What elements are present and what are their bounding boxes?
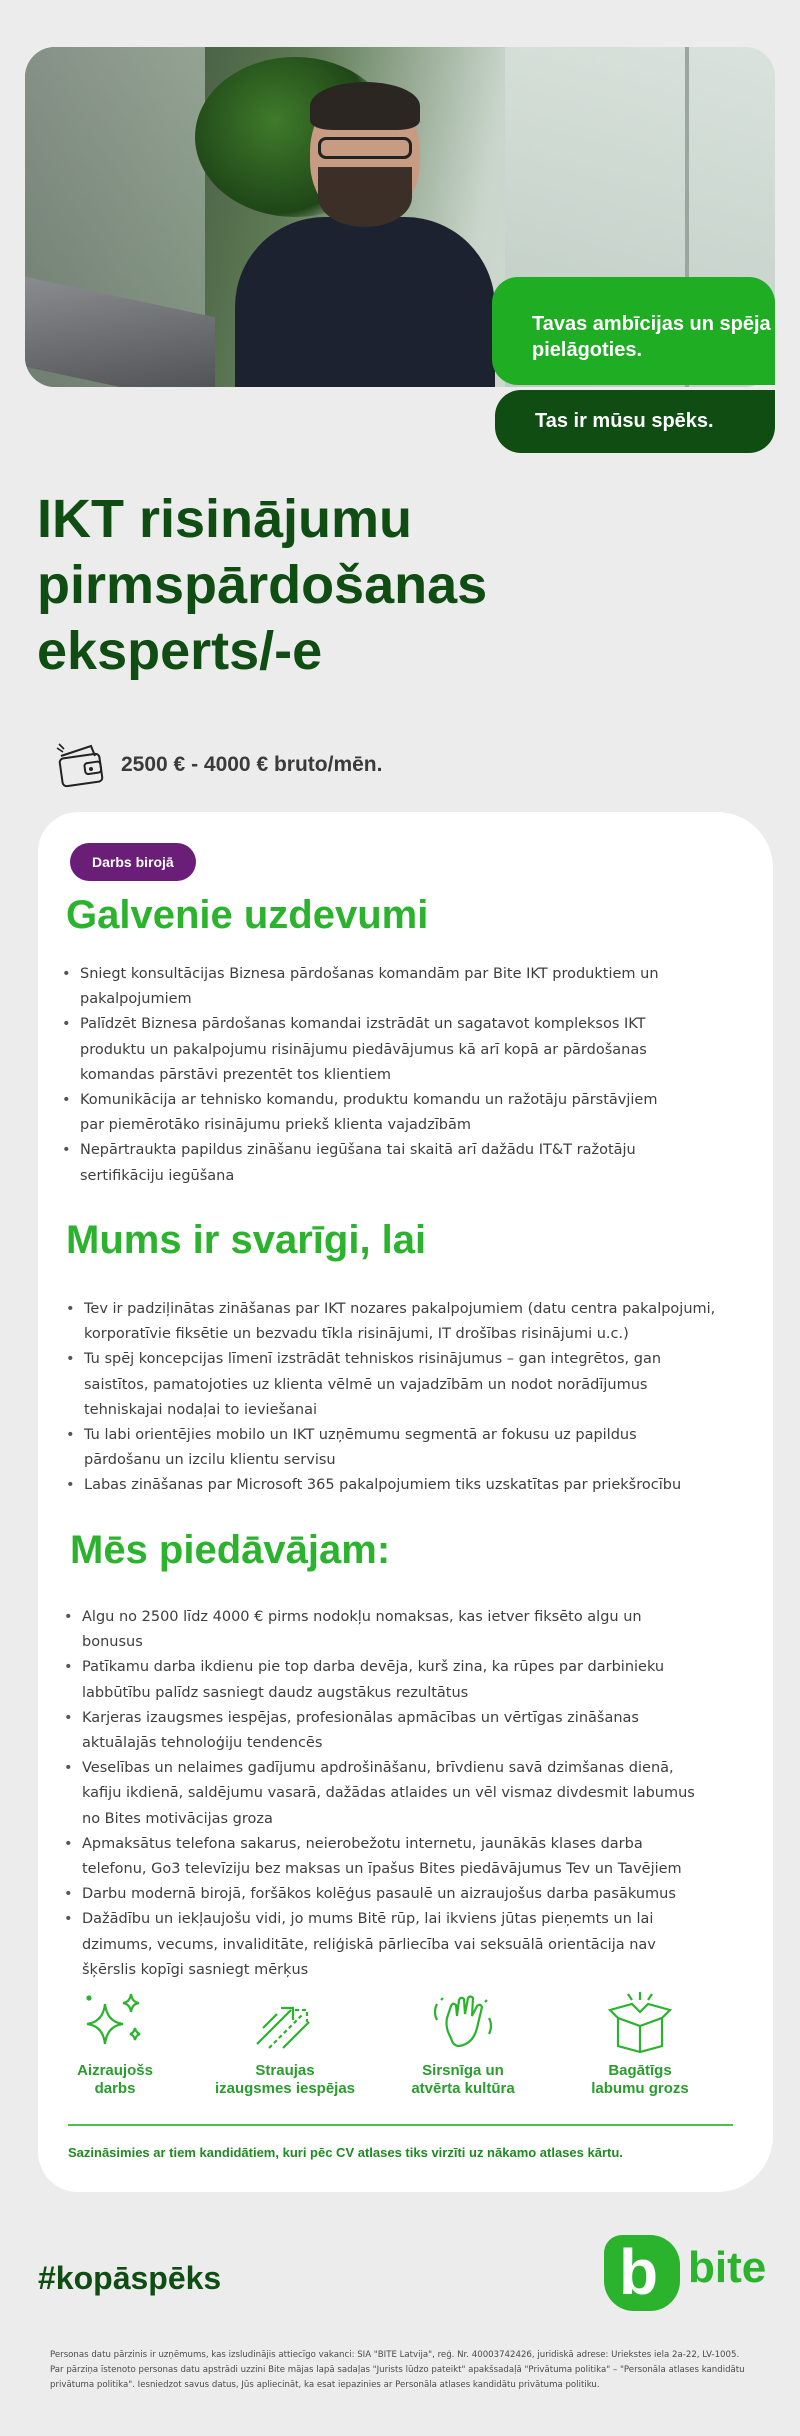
- list-item: • Tev ir padziļinātas zināšanas par IKT nozares pakalpojumiem (datu centra pakalpojumi, korporatīvie fiksētie un bezvadu tīkla risinājumi, IT drošības risinājumi u.c.): [66, 1297, 716, 1347]
- list-item: • Karjeras izaugsmes iespējas, profesionālas apmācības un vērtīgas zināšanas aktuālajās tehnoloģiju tendencēs: [64, 1706, 704, 1756]
- sparkles-icon: [79, 1988, 151, 2054]
- list-item: • Tu labi orientējies mobilo un IKT uzņēmumu segmentā ar fokusu uz papildus pārdošanu un izcilu klientu servisu: [66, 1423, 716, 1473]
- list-item: • Tu spēj koncepcijas līmenī izstrādāt tehniskos risinājumus – gan integrētos, gan saistītos, pamatojoties uz klienta vēlmē un vajadzībām un nodot norādījumus tehniskajai nodaļai to ieviešanai: [66, 1347, 716, 1423]
- selection-note: Sazināsimies ar tiem kandidātiem, kuri pēc CV atlases tiks virzīti uz nākamo atlases kārtu.: [68, 2145, 623, 2160]
- list-item: • Palīdzēt Biznesa pārdošanas komandai izstrādāt un sagatavot kompleksos IKT produktu un pakalpojumu risinājumu piedāvājumus kā arī kopā ar pārdošanas komandas pārstāvi prezentēt tos klientiem: [62, 1012, 672, 1088]
- requirements-list: [66, 1297, 716, 1499]
- list-item: • Patīkamu darba ikdienu pie top darba devēja, kurš zina, ka rūpes par darbinieku labbūtību palīdz sasniegt daudz augstākus rezultātus: [64, 1655, 704, 1705]
- tasks-list: [62, 962, 672, 1189]
- benefits-row: [60, 1988, 730, 2108]
- offer-list: [64, 1605, 704, 1983]
- benefit-item: [25, 1988, 205, 2098]
- requirements-title: Mums ir svarīgi, lai: [66, 1218, 427, 1262]
- logo-word: bite: [688, 2243, 767, 2292]
- hero-bubble-strength: Tas ir mūsu spēks.: [495, 390, 775, 453]
- offer-title: Mēs piedāvājam:: [70, 1528, 391, 1572]
- list-item: • Apmaksātus telefona sakarus, neierobežotu internetu, jaunākās klases darba telefonu, Go3 televīziju bez maksas un īpašus Bites piedāvājumus Tev un Tavējiem: [64, 1832, 704, 1882]
- list-item: • Darbu modernā birojā, foršākos kolēģus pasaulē un aizraujošus darba pasākumus: [64, 1882, 704, 1907]
- privacy-footer: Personas datu pārzinis ir uzņēmums, kas izsludinājis attiecīgo vakanci: SIA "BITE Latvija", reģ. Nr. 40003742426, juridiskā adrese: Uriekstes iela 2a-22, LV-1005. Par pārziņa īstenoto personas datu apstrādi uzzini Bite mājas lapā sadaļas "Jurists lūdzo pateikt" apakšsadaļā "Privātuma politika" – "Personāla atlases kandidātu privātuma politika". Iesniedzot savus datus, Jūs apliecināt, ka esat iepazinies ar Personāla atlases kandidātu privātuma politiku.: [50, 2350, 745, 2390]
- benefit-label: Straujas izaugsmes iespējas: [214, 2062, 356, 2097]
- work-mode-badge: Darbs birojā: [70, 843, 196, 881]
- logo-mark: [604, 2235, 680, 2311]
- list-item: • Dažādību un iekļaujošu vidi, jo mums Bitē rūp, lai ikviens jūtas pieņemts un lai dzimums, vecums, invaliditāte, reliģiskā pārliecība vai seksuālā orientācija nav šķērslis kopīgi sasniegt mērķus: [64, 1907, 704, 1983]
- person-beard: [318, 167, 412, 227]
- growth-arrows-icon: [249, 1988, 321, 2054]
- logo-mark-letter: b: [619, 2236, 659, 2308]
- salary-text: 2500 € - 4000 € bruto/mēn.: [121, 753, 383, 776]
- hashtag: #kopāspēks: [38, 2260, 222, 2296]
- benefit-label: Aizraujošs darbs: [77, 2062, 153, 2097]
- list-item: • Sniegt konsultācijas Biznesa pārdošanas komandām par Bite IKT produktiem un pakalpojumiem: [62, 962, 672, 1012]
- divider: [68, 2124, 733, 2126]
- benefit-label: Bagātīgs labumu grozs: [591, 2062, 689, 2097]
- list-item: • Veselības un nelaimes gadījumu apdrošināšanu, brīvdienu savā dzimšanas dienā, kafiju ikdienā, saldējumu vasarā, dažādas atlaides un vēl vismaz divdesmit labumus no Bites motivācijas groza: [64, 1756, 704, 1832]
- hero-bubble-ambitions: Tavas ambīcijas un spēja pielāgoties.: [492, 277, 775, 385]
- list-item: • Algu no 2500 līdz 4000 € pirms nodokļu nomaksas, kas ietver fiksēto algu un bonusus: [64, 1605, 704, 1655]
- waving-hand-icon: [427, 1988, 499, 2054]
- list-item: • Labas zināšanas par Microsoft 365 pakalpojumiem tiks uzskatītas par priekšrocību: [66, 1473, 716, 1498]
- benefit-item: [195, 1988, 375, 2098]
- list-item: • Nepārtraukta papildus zināšanu iegūšana tai skaitā arī dažādu IT&T ražotāju sertifikāciju iegūšana: [62, 1138, 672, 1188]
- hero-person: [215, 67, 515, 387]
- wallet-icon: [55, 742, 107, 788]
- benefit-item: [373, 1988, 553, 2098]
- person-hair: [310, 82, 420, 130]
- list-item: • Komunikācija ar tehnisko komandu, produktu komandu un ražotāju pārstāvjiem par piemērotāko risinājumu priekš klienta vajadzībām: [62, 1088, 672, 1138]
- gift-box-icon: [604, 1988, 676, 2054]
- person-glasses: [318, 137, 412, 159]
- benefit-label: Sirsnīga un atvērta kultūra: [411, 2062, 515, 2097]
- person-jacket: [235, 217, 495, 387]
- tasks-title: Galvenie uzdevumi: [66, 893, 429, 937]
- salary-row: [55, 740, 382, 790]
- bite-logo: [604, 2235, 774, 2313]
- job-title: IKT risinājumu pirmspārdošanas eksperts/-e: [37, 489, 488, 681]
- benefit-item: [550, 1988, 730, 2098]
